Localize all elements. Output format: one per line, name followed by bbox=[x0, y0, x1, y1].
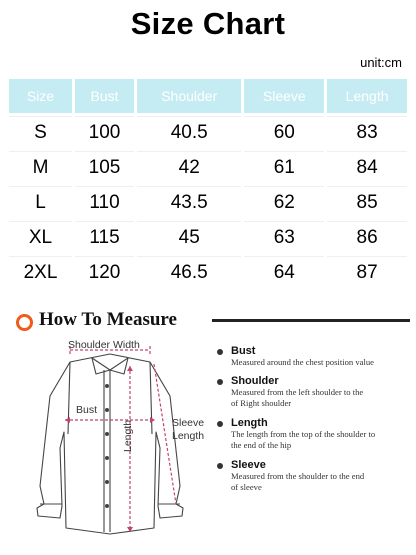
table-row bbox=[9, 116, 407, 148]
header-size: Size bbox=[9, 79, 72, 113]
legend-desc: of Right shoulder bbox=[231, 398, 292, 408]
bullet-icon bbox=[217, 379, 223, 385]
cell-shoulder: 42 bbox=[137, 151, 241, 183]
legend-name: Bust bbox=[231, 345, 256, 357]
cell-bust: 100 bbox=[75, 116, 134, 148]
cell-shoulder: 40.5 bbox=[137, 116, 241, 148]
cell-bust: 110 bbox=[75, 186, 134, 218]
bullet-icon bbox=[217, 421, 223, 427]
cell-shoulder: 43.5 bbox=[137, 186, 241, 218]
table-row bbox=[9, 151, 407, 183]
unit-label: unit:cm bbox=[360, 55, 402, 70]
legend-desc: Measured from the left shoulder to the bbox=[231, 387, 364, 397]
table-row bbox=[9, 221, 407, 253]
shoulder-width-label: Shoulder Width bbox=[68, 339, 140, 351]
bust-label: Bust bbox=[76, 404, 98, 416]
cell-sleeve: 64 bbox=[244, 256, 324, 288]
measure-legend bbox=[217, 345, 412, 493]
legend-item-length bbox=[217, 417, 412, 451]
size-table bbox=[6, 76, 410, 291]
legend-desc: Measured around the chest position value bbox=[231, 357, 374, 367]
legend-name: Length bbox=[231, 417, 268, 429]
bullet-icon bbox=[217, 463, 223, 469]
cell-sleeve: 61 bbox=[244, 151, 324, 183]
sleeve-length-label-line1: Sleeve bbox=[172, 417, 205, 429]
cell-size: XL bbox=[9, 221, 72, 253]
sleeve-length-label-line2: Length bbox=[172, 430, 205, 442]
page-title: Size Chart bbox=[130, 6, 286, 41]
header-length: Length bbox=[327, 79, 407, 113]
length-label: Length bbox=[122, 419, 134, 452]
cell-length: 85 bbox=[327, 186, 407, 218]
legend-name: Shoulder bbox=[231, 375, 279, 387]
table-header-row bbox=[9, 79, 407, 113]
header-bust: Bust bbox=[75, 79, 134, 113]
header-sleeve: Sleeve bbox=[244, 79, 324, 113]
cell-length: 83 bbox=[327, 116, 407, 148]
bullet-icon bbox=[217, 349, 223, 355]
cell-bust: 120 bbox=[75, 256, 134, 288]
cell-sleeve: 60 bbox=[244, 116, 324, 148]
how-to-measure-heading bbox=[16, 309, 412, 333]
legend-desc: Measured from the shoulder to the end bbox=[231, 471, 365, 481]
cell-sleeve: 63 bbox=[244, 221, 324, 253]
cell-length: 84 bbox=[327, 151, 407, 183]
cell-size: L bbox=[9, 186, 72, 218]
legend-name: Sleeve bbox=[231, 459, 266, 471]
legend-desc: the end of the hip bbox=[231, 440, 292, 450]
cell-shoulder: 45 bbox=[137, 221, 241, 253]
how-to-measure-title: How To Measure bbox=[39, 309, 177, 330]
legend-item-sleeve bbox=[217, 459, 412, 493]
legend-desc: of sleeve bbox=[231, 482, 262, 492]
cell-sleeve: 62 bbox=[244, 186, 324, 218]
header-shoulder: Shoulder bbox=[137, 79, 241, 113]
table-row bbox=[9, 186, 407, 218]
cell-length: 87 bbox=[327, 256, 407, 288]
legend-desc: The length from the top of the shoulder to bbox=[231, 429, 376, 439]
cell-size: 2XL bbox=[9, 256, 72, 288]
heading-divider bbox=[212, 319, 410, 322]
legend-item-shoulder bbox=[217, 375, 412, 409]
cell-size: M bbox=[9, 151, 72, 183]
cell-shoulder: 46.5 bbox=[137, 256, 241, 288]
cell-bust: 115 bbox=[75, 221, 134, 253]
legend-item-bust bbox=[217, 345, 412, 368]
cell-length: 86 bbox=[327, 221, 407, 253]
cell-size: S bbox=[9, 116, 72, 148]
cell-bust: 105 bbox=[75, 151, 134, 183]
circle-bullet-icon bbox=[16, 314, 33, 331]
table-row bbox=[9, 256, 407, 288]
